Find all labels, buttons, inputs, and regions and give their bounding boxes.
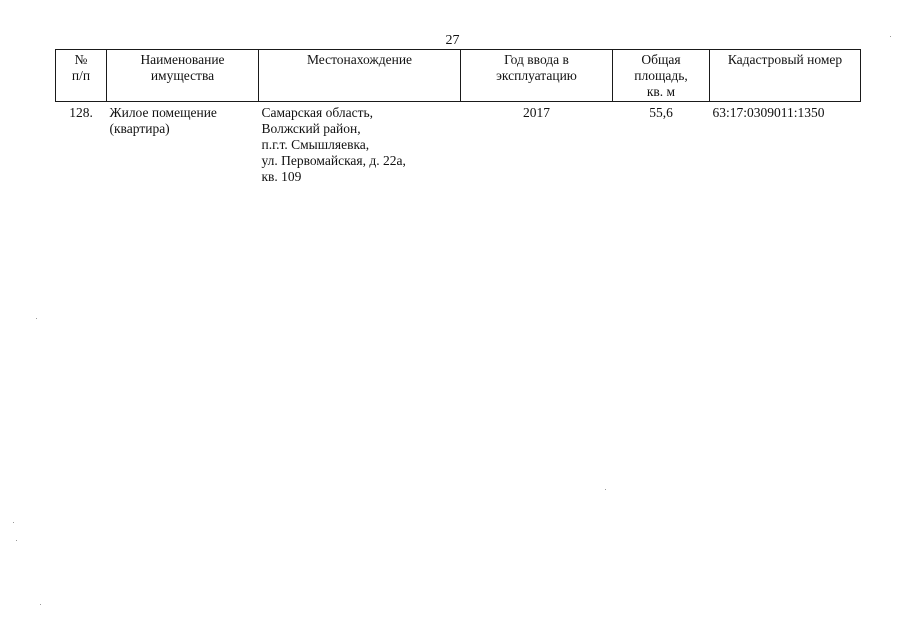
property-table [55, 49, 861, 185]
row-location [259, 102, 461, 186]
name-line: (квартира) [109, 121, 170, 136]
scan-speck [890, 36, 891, 37]
header-line: имущества [150, 68, 215, 83]
scan-speck [16, 540, 17, 541]
scan-speck [40, 604, 41, 605]
location-line: Волжский район, [261, 121, 361, 136]
header-line: площадь, [634, 68, 688, 83]
scan-speck [36, 318, 37, 319]
header-name [107, 50, 259, 102]
table-header-row [56, 50, 861, 102]
row-number: 128. [69, 105, 93, 120]
table-row [56, 102, 861, 186]
page-number: 27 [445, 33, 460, 48]
header-location [259, 50, 461, 102]
row-year: 2017 [523, 105, 550, 120]
row-area: 55,6 [649, 105, 673, 120]
header-year [461, 50, 613, 102]
location-line: Самарская область, [261, 105, 374, 120]
header-area [613, 50, 710, 102]
scan-speck [605, 489, 606, 490]
header-line: Наименование [140, 52, 225, 67]
row-name [107, 102, 259, 186]
location-line: ул. Первомайская, д. 22а, [261, 153, 406, 168]
header-line: Кадастровый номер [727, 52, 843, 67]
scan-speck [13, 522, 14, 523]
header-line: кв. м [646, 84, 676, 99]
header-line: Местонахождение [306, 52, 413, 67]
header-cadastral-number [710, 50, 861, 102]
header-line: № [74, 52, 88, 67]
name-line: Жилое помещение [109, 105, 217, 120]
header-line: Год ввода в [504, 52, 569, 67]
location-line: п.г.т. Смышляевка, [261, 137, 370, 152]
header-number [56, 50, 107, 102]
location-line: кв. 109 [261, 169, 302, 184]
header-line: эксплуатацию [496, 68, 577, 83]
header-line: п/п [71, 68, 91, 83]
row-cadastral-number: 63:17:0309011:1350 [712, 105, 825, 120]
header-line: Общая [641, 52, 681, 67]
